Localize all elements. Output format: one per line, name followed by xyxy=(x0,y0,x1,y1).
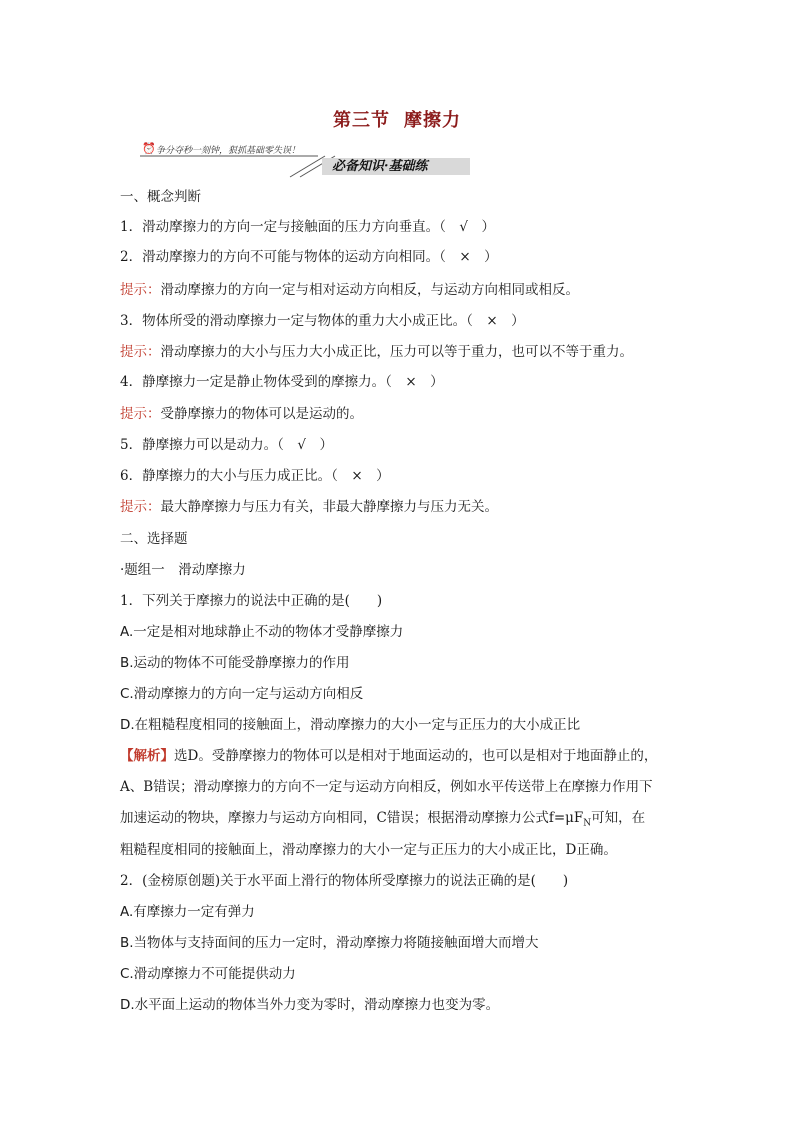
judge-item-4: 4．静摩擦力一定是静止物体受到的摩擦力。（ × ） xyxy=(120,374,444,390)
judge-item-5: 5．静摩擦力可以是动力。（ √ ） xyxy=(120,437,333,453)
analysis-line-4: 粗糙程度相同的接触面上，滑动摩擦力的大小一定与正压力的大小成正比，D正确。 xyxy=(120,842,617,858)
hint-label: 提示： xyxy=(120,282,161,298)
hint-text: 滑动摩擦力的大小与压力大小成正比，压力可以等于重力，也可以不等于重力。 xyxy=(160,344,633,360)
hint-1 xyxy=(120,281,579,299)
analysis-line-2: A、B错误；滑动摩擦力的方向不一定与运动方向相反，例如水平传送带上在摩擦力作用下 xyxy=(120,779,653,795)
question-2-option-c: C.滑动摩擦力不可能提供动力 xyxy=(120,966,296,982)
hint-4 xyxy=(120,498,498,516)
question-group-title: ·题组一 滑动摩擦力 xyxy=(120,562,246,578)
judge-item-6: 6．静摩擦力的大小与压力成正比。（ × ） xyxy=(120,468,390,484)
hint-3 xyxy=(120,405,363,423)
section-banner xyxy=(140,140,470,178)
question-1-option-a: A.一定是相对地球静止不动的物体才受静摩擦力 xyxy=(120,624,404,640)
banner-slogan: 争分夺秒一刻钟，狠抓基础零失误！ xyxy=(156,146,301,156)
hint-label: 提示： xyxy=(120,406,161,422)
page-title xyxy=(0,106,794,132)
question-2-option-b: B.当物体与支持面间的压力一定时，滑动摩擦力将随接触面增大而增大 xyxy=(120,935,539,951)
hint-label: 提示： xyxy=(120,344,161,360)
banner-tag: 必备知识·基础练 xyxy=(322,158,470,175)
banner-divider-lines xyxy=(140,140,340,178)
hint-label: 提示： xyxy=(120,499,161,515)
question-2-stem: 2．(金榜原创题)关于水平面上滑行的物体所受摩擦力的说法正确的是( ) xyxy=(120,873,569,889)
analysis-line-3 xyxy=(120,809,645,833)
question-1-option-b: B.运动的物体不可能受静摩擦力的作用 xyxy=(120,655,350,671)
judge-item-3: 3．物体所受的滑动摩擦力一定与物体的重力大小成正比。（ × ） xyxy=(120,313,525,329)
analysis-line-1 xyxy=(120,747,657,765)
judge-item-2: 2．滑动摩擦力的方向不可能与物体的运动方向相同。（ × ） xyxy=(120,249,498,265)
hint-text: 滑动摩擦力的方向一定与相对运动方向相反，与运动方向相同或相反。 xyxy=(160,282,579,298)
section2-heading: 二、选择题 xyxy=(120,531,188,547)
analysis-text: 可知，在 xyxy=(591,810,646,826)
hint-2 xyxy=(120,343,633,361)
analysis-text: 加速运动的物块，摩擦力与运动方向相同，C错误；根据滑动摩擦力公式f=μF xyxy=(120,810,584,826)
question-1-option-d: D.在粗糙程度相同的接触面上，滑动摩擦力的大小一定与正压力的大小成正比 xyxy=(120,717,581,733)
question-1-stem: 1．下列关于摩擦力的说法中正确的是( ) xyxy=(120,593,383,609)
title-topic: 摩擦力 xyxy=(404,110,461,131)
title-section-number: 第三节 xyxy=(333,110,390,131)
judge-item-1: 1．滑动摩擦力的方向一定与接触面的压力方向垂直。（ √ ） xyxy=(120,219,495,235)
analysis-text: 选D。受静摩擦力的物体可以是相对于地面运动的，也可以是相对于地面静止的， xyxy=(174,748,658,764)
hint-text: 最大静摩擦力与压力有关，非最大静摩擦力与压力无关。 xyxy=(160,499,498,515)
analysis-label: 【解析】 xyxy=(120,748,174,764)
subscript-n: N xyxy=(583,818,592,829)
alarm-clock-icon: ⏰ xyxy=(142,142,156,155)
hint-text: 受静摩擦力的物体可以是运动的。 xyxy=(160,406,363,422)
question-2-option-d: D.水平面上运动的物体当外力变为零时，滑动摩擦力也变为零。 xyxy=(120,997,500,1013)
question-2-option-a: A.有摩擦力一定有弹力 xyxy=(120,904,255,920)
section1-heading: 一、概念判断 xyxy=(120,189,201,205)
question-1-option-c: C.滑动摩擦力的方向一定与运动方向相反 xyxy=(120,686,364,702)
